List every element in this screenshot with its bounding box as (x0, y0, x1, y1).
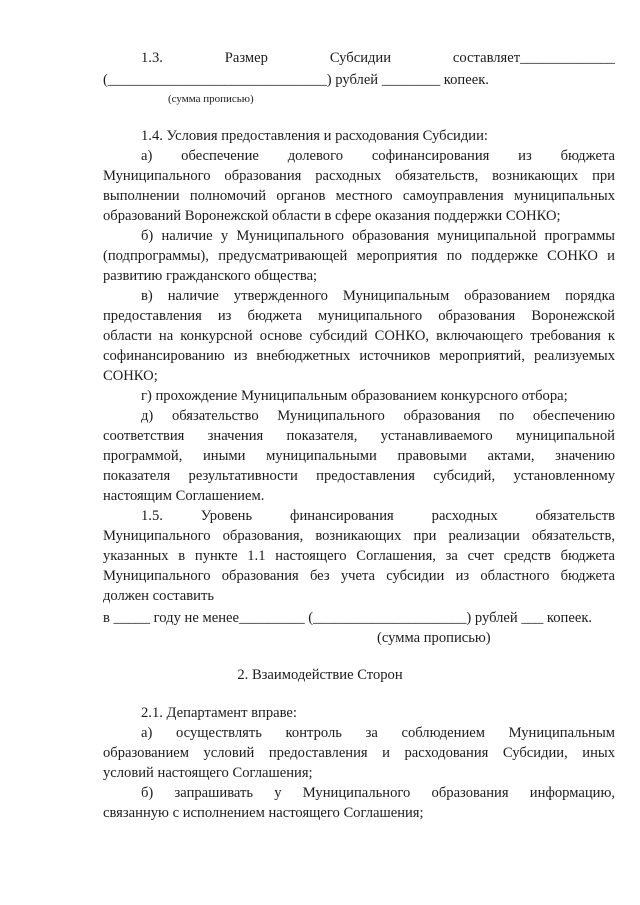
clause-1-4-d-line: показателя результативности предоставления субсидий, установленному (103, 468, 615, 484)
amount-caption: (сумма прописью) (377, 630, 491, 646)
clause-1-4-a-line: а) обеспечение долевого софинансирования из бюджета (141, 148, 615, 164)
clause-1-5-line: Муниципального образования без учета субсидии из областного бюджета (103, 568, 615, 584)
clause-1-4-v-line: области на конкурсной основе субсидий СОНКО, включающего требования к (103, 328, 615, 344)
word: обязательств (535, 508, 615, 524)
clause-2-1-b-line: связанную с исполнением настоящего Соглашения; (103, 805, 424, 821)
clause-1-5-line: указанных в пункте 1.1 настоящего Соглашения, за счет средств бюджета (103, 548, 615, 564)
clause-1-4-d-line: д) обязательство Муниципального образования по обеспечению (141, 408, 615, 424)
clause-1-4-g-line: г) прохождение Муниципальным образованием конкурсного отбора; (141, 388, 568, 404)
clause-1-5-fill-line: в _____ году не менее_________ (_____________________) рублей ___ копеек. (103, 610, 593, 626)
clause-2-1-heading: 2.1. Департамент вправе: (141, 705, 297, 721)
word: составляет_____________ (452, 50, 615, 66)
word: Размер (224, 50, 268, 66)
clause-1-4-b-line: б) наличие у Муниципального образования муниципальной программы (141, 228, 615, 244)
clause-1-4-a-line: Муниципального образования расходных обязательств, возникающих при (103, 168, 615, 184)
clause-number: 1.3. (141, 50, 163, 66)
clause-2-1-a-line: условий настоящего Соглашения; (103, 765, 313, 781)
clause-1-5-line: должен составить (103, 588, 215, 604)
clause-2-1-a-line: образованием условий предоставления и расходования Субсидии, иных (103, 745, 615, 761)
clause-1-4-v-line: СОНКО; (103, 368, 158, 384)
word: расходных (431, 508, 498, 524)
clause-1-4-b-line: (подпрограммы), предусматривающей мероприятия по поддержке СОНКО и (103, 248, 615, 264)
clause-1-4-v-line: в) наличие утвержденного Муниципальным образованием порядка (141, 288, 615, 304)
clause-number: 1.5. (141, 508, 163, 524)
clause-1-5-line: Муниципального образования, возникающих при реализации обязательств, (103, 528, 615, 544)
amount-caption: (сумма прописью) (168, 93, 254, 105)
word: Субсидии (329, 50, 392, 66)
clause-1-4-b-line: развитию гражданского общества; (103, 268, 318, 284)
section-2-heading: 2. Взаимодействие Сторон (237, 667, 403, 683)
clause-1-4-a-line: образований Воронежской области в сфере оказания поддержки СОНКО; (103, 208, 561, 224)
clause-1-4-d-line: настоящим Соглашением. (103, 488, 265, 504)
word: финансирования (290, 508, 394, 524)
clause-1-3-line-1 (141, 48, 615, 68)
clause-1-4-v-line: предоставления из бюджета муниципального образования Воронежской (103, 308, 615, 324)
clause-1-4-d-line: соответствия значения показателя, устанавливаемого муниципальной (103, 428, 615, 444)
clause-2-1-a-line: а) осуществлять контроль за соблюдением Муниципальным (141, 725, 615, 741)
clause-1-4-v-line: софинансированию из внебюджетных источников мероприятий, реализуемых (103, 348, 615, 364)
clause-1-4-heading: 1.4. Условия предоставления и расходования Субсидии: (141, 128, 488, 144)
word: Уровень (200, 508, 253, 524)
clause-1-4-a-line: выполнении полномочий органов местного самоуправления муниципальных (103, 188, 615, 204)
clause-1-5-line-1 (141, 506, 615, 526)
clause-2-1-b-line: б) запрашивать у Муниципального образования информацию, (141, 785, 615, 801)
clause-1-4-d-line: программой, иными муниципальными правовыми актами, значению (103, 448, 615, 464)
clause-1-3-line-2: (______________________________) рублей ________ копеек. (103, 72, 489, 88)
